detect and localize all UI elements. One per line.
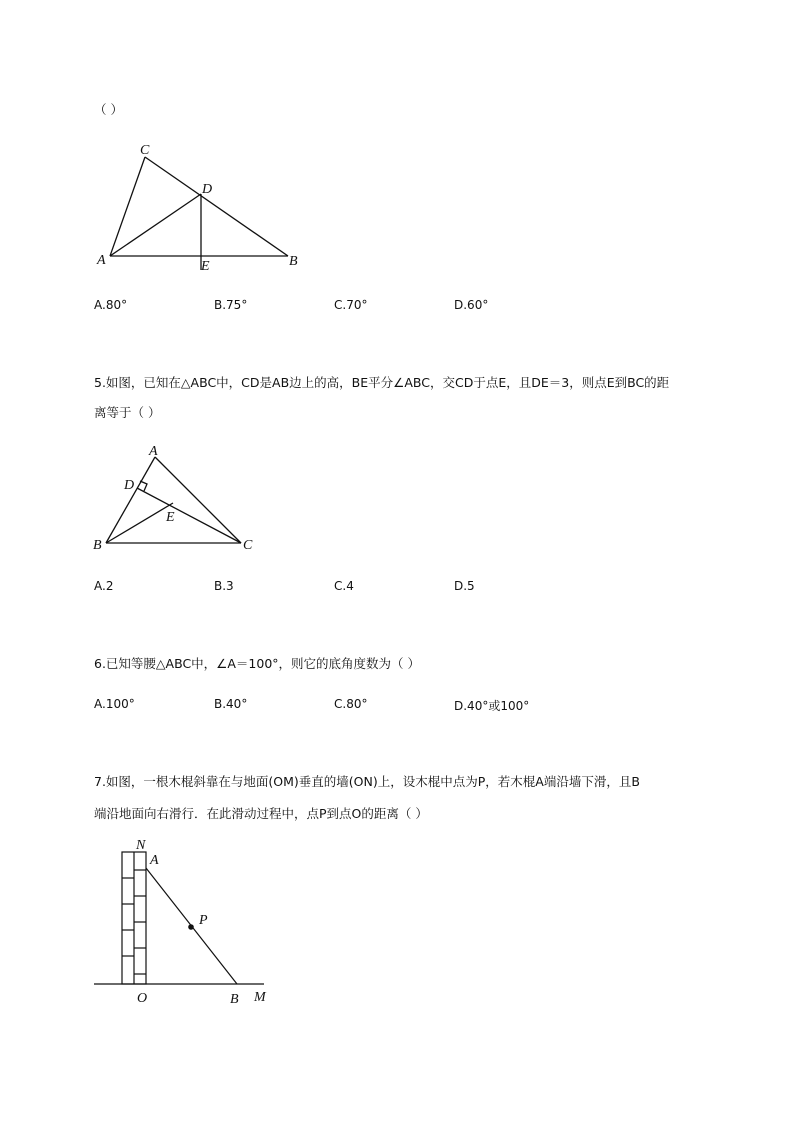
q4-label-a: A (97, 253, 106, 268)
q5-option-c: C.4 (334, 579, 354, 593)
q7-label-m: M (254, 990, 266, 1005)
q6-option-c: C.80° (334, 697, 368, 711)
q5-option-b: B.3 (214, 579, 234, 593)
q7-label-p: P (199, 913, 208, 928)
q4-label-b: B (289, 254, 298, 269)
q5-question-line1: 5.如图，已知在△ABC中，CD是AB边上的高，BE平分∠ABC，交CD于点E，且DE＝3，则点E到BC的距 (94, 375, 670, 390)
q4-label-d: D (202, 182, 213, 197)
q4-answer-paren: （ ） (94, 102, 123, 117)
q4-option-b: B.75° (214, 298, 248, 312)
q6-option-b: B.40° (214, 697, 248, 711)
q5-label-e: E (166, 510, 175, 525)
q4-option-c: C.70° (334, 298, 368, 312)
q5-label-a: A (149, 444, 158, 459)
q5-label-b: B (93, 538, 102, 553)
q4-label-e: E (201, 259, 210, 274)
q7-midpoint-p (188, 924, 194, 930)
q7-label-n: N (136, 838, 146, 853)
q4-option-a: A.80° (94, 298, 128, 312)
q5-label-d: D (124, 478, 135, 493)
q5-question-line2: 离等于（ ） (94, 405, 161, 420)
q7-label-b: B (230, 992, 239, 1007)
q7-question-line1: 7.如图，一根木棍斜靠在与地面(OM)垂直的墙(ON)上，设木棍中点为P，若木棍A端沿墙下滑，且B (94, 774, 640, 789)
q5-option-d: D.5 (454, 579, 475, 593)
q4-label-c: C (140, 143, 150, 158)
q7-label-o: O (137, 991, 148, 1006)
q6-option-a: A.100° (94, 697, 135, 711)
q5-option-a: A.2 (94, 579, 114, 593)
q5-label-c: C (243, 538, 253, 553)
q7-question-line2: 端沿地面向右滑行．在此滑动过程中，点P到点O的距离（ ） (94, 806, 428, 821)
q4-option-d: D.60° (454, 298, 489, 312)
q6-option-d: D.40°或100° (454, 699, 530, 713)
q6-question-line1: 6.已知等腰△ABC中，∠A＝100°，则它的底角度数为（ ） (94, 656, 421, 671)
q7-label-a: A (150, 853, 159, 868)
